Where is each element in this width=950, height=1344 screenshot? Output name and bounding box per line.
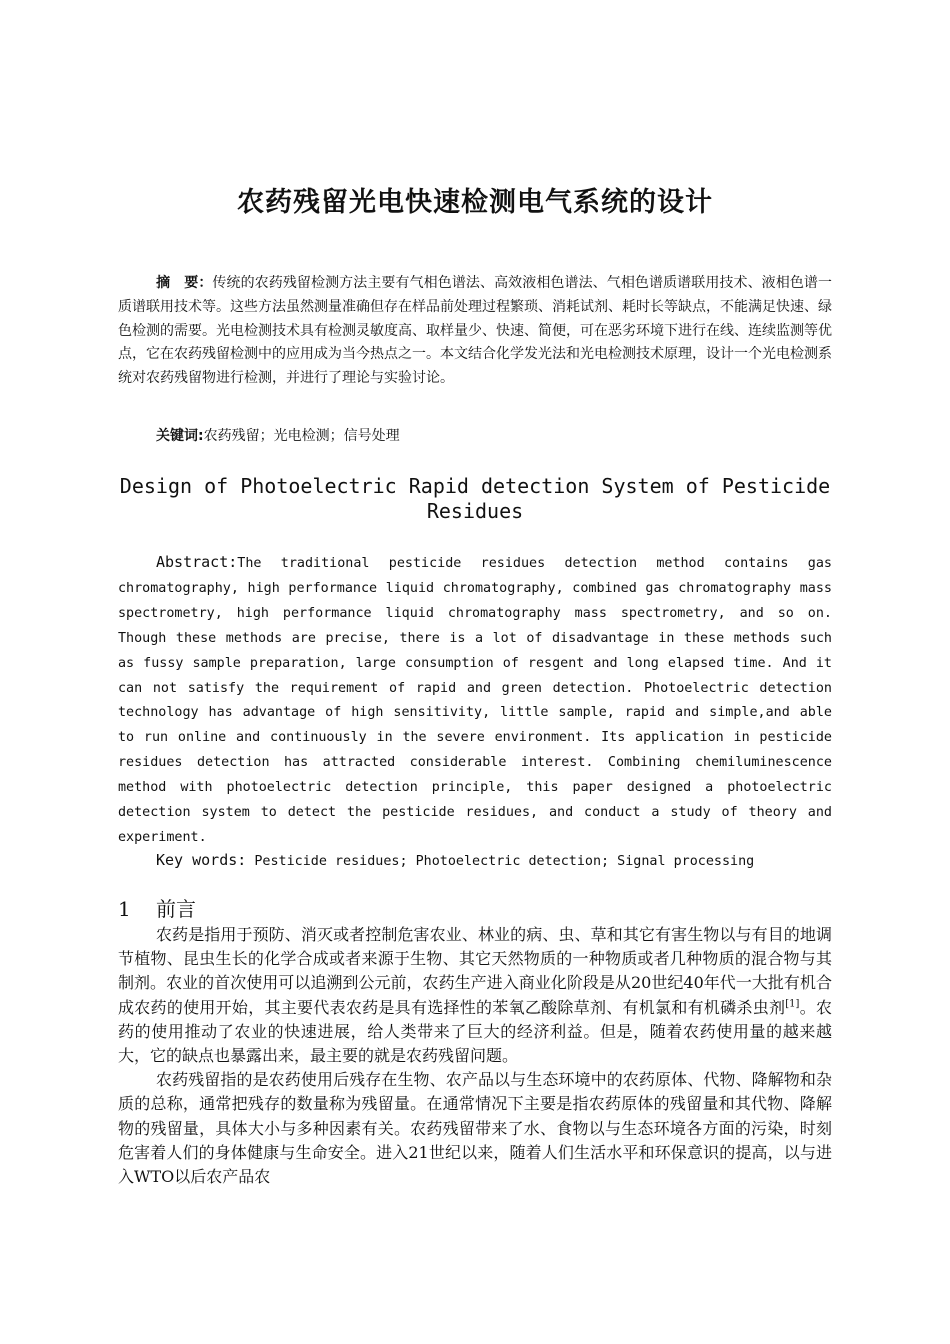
chinese-title: 农药残留光电快速检测电气系统的设计: [237, 187, 713, 218]
english-keywords-label: Key words:: [156, 851, 247, 869]
english-abstract: [118, 550, 832, 851]
section-heading: [118, 895, 518, 923]
body-paragraph: [118, 923, 832, 1068]
english-abstract-text: The traditional pesticide residues detection method contains gas chromatography, high performance liquid chromatography, combined gas chromatography mass spectrometry, high performance liquid chromatography mass spectrometry, and so on. Though these methods are precise, there is a lot of disadvantage in these methods such as fussy sample preparation, large consumption of resgent and long elapsed time. And it can not satisfy the requirement of rapid and green detection. Photoelectric detection technology has advantage of high sensitivity, little sample, rapid and simple,and able to run online and continuously in the severe environment. Its application in pesticide residues detection has attracted considerable interest. Combining chemiluminescence method with photoelectric detection principle, this paper designed a photoelectric detection system to detect the pesticide residues, and conduct a study of theory and experiment.: [118, 556, 832, 845]
citation-marker[interactable]: [1]: [785, 998, 800, 1010]
paragraph-1-continued: 。农药的使用推动了农业的快速进展，给人类带来了巨大的经济利益。但是，随着农药使用量的越来越大，它的缺点也暴露出来，最主要的就是农药残留问题。: [118, 997, 832, 1066]
chinese-abstract-text: 传统的农药残留检测方法主要有气相色谱法、高效液相色谱法、气相色谱质谱联用技术、液相色谱一质谱联用技术等。这些方法虽然测量准确但存在样品前处理过程繁琐、消耗试剂、耗时长等缺点，不能满足快速、绿色检测的需要。光电检测技术具有检测灵敏度高、取样量少、快速、简便，可在恶劣环境下进行在线、连续监测等优点，它在农药残留检测中的应用成为当今热点之一。本文结合化学发光法和光电检测技术原理，设计一个光电检测系统对农药残留物进行检测，并进行了理论与实验讨论。: [118, 275, 833, 387]
section-title: 前言: [156, 897, 196, 921]
english-keywords: [156, 849, 836, 873]
chinese-keywords-text: 农药残留；光电检测；信号处理: [203, 428, 400, 444]
chinese-abstract-label: 摘 要：: [156, 275, 213, 291]
english-keywords-text: Pesticide residues; Photoelectric detection; Signal processing: [254, 854, 755, 869]
chinese-keywords: [156, 425, 836, 447]
chinese-keywords-label: 关键词:: [156, 428, 204, 444]
section-number: 1: [118, 897, 131, 921]
body-paragraph: 农药残留指的是农药使用后残存在生物、农产品以与生态环境中的农药原体、代物、降解物和杂质的总称，通常把残存的数量称为残留量。在通常情况下主要是指农药原体的残留量和其代物、降解物的残留量，具体大小与多种因素有关。农药残留带来了水、食物以与生态环境各方面的污染，时刻危害着人们的身体健康与生命安全。进入21世纪以来，随着人们生活水平和环保意识的提高，以与进入WTO以后农产品农: [118, 1070, 832, 1187]
chinese-abstract: [118, 272, 832, 391]
section-body: [118, 923, 832, 1189]
paragraph-1-text: 农药是指用于预防、消灭或者控制危害农业、林业的病、虫、草和其它有害生物以与有目的地调节植物、昆虫生长的化学合成或者来源于生物、其它天然物质的一种物质或者几种物质的混合物与其制剂。农业的首次使用可以追溯到公元前，农药生产进入商业化阶段是从20世纪40年代一大批有机合成农药的使用开始，其主要代表农药是具有选择性的苯氧乙酸除草剂、有机氯和有机磷杀虫剂: [118, 925, 832, 1017]
english-abstract-label: Abstract:: [156, 553, 238, 571]
english-title: Design of Photoelectric Rapid detection System of Pesticide Residues: [119, 474, 831, 523]
